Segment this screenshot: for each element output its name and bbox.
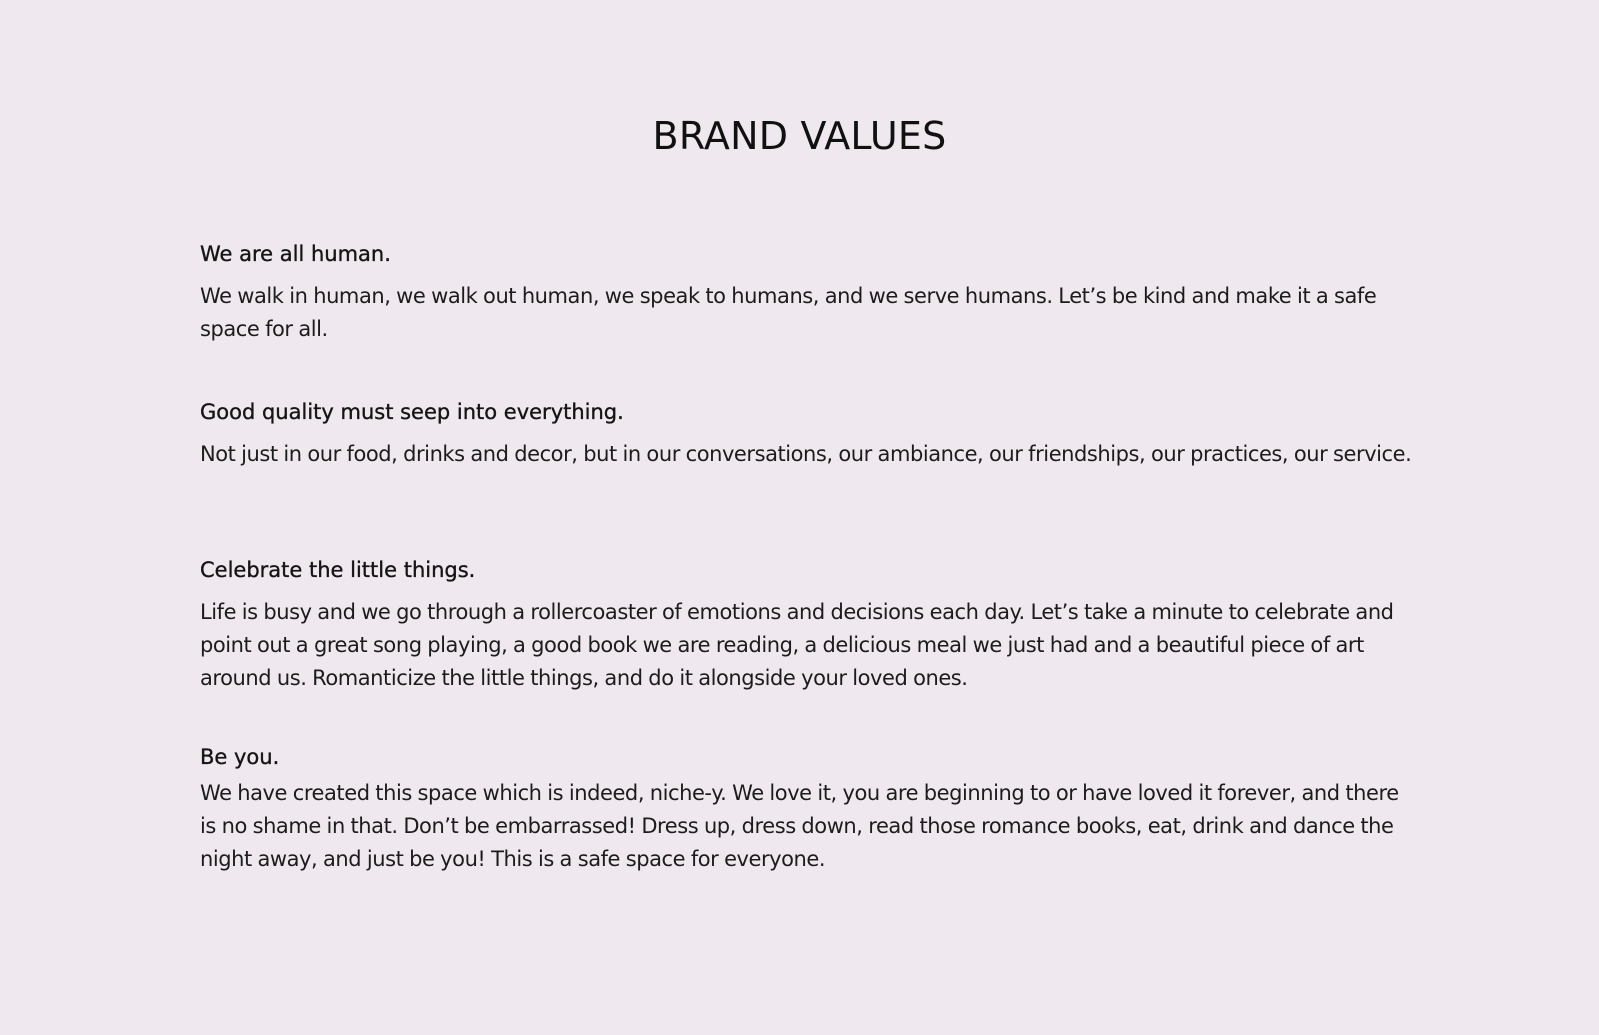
- value-description: Life is busy and we go through a rollercoaster of emotions and decisions each day. Let’s take a minute to celebrate and point out a great song playing, a good book we are reading, a delicious meal we just had and a beautiful piece of art around us. Romanticize the little things, and do it alongside your loved ones.: [200, 600, 1394, 690]
- value-description: We have created this space which is indeed, niche-y. We love it, you are beginning to or have loved it forever, and there is no shame in that. Don’t be embarrassed! Dress up, dress down, read those romance books, eat, drink and dance the night away, and just be you! This is a safe space for everyone.: [200, 781, 1399, 871]
- value-description: Not just in our food, drinks and decor, but in our conversations, our ambiance, our friendships, our practices, our service.: [200, 442, 1412, 466]
- value-heading: Good quality must seep into everything.: [200, 400, 624, 424]
- value-heading: Celebrate the little things.: [200, 558, 476, 582]
- value-heading: We are all human.: [200, 242, 391, 266]
- value-section-quality: [200, 398, 1415, 471]
- value-section-be-you: [200, 743, 1415, 876]
- value-heading: Be you.: [200, 745, 280, 769]
- value-description: We walk in human, we walk out human, we speak to humans, and we serve humans. Let’s be kind and make it a safe space for all.: [200, 284, 1377, 341]
- page-title: BRAND VALUES: [652, 114, 947, 158]
- value-section-celebrate: [200, 556, 1415, 695]
- value-section-human: [200, 240, 1415, 346]
